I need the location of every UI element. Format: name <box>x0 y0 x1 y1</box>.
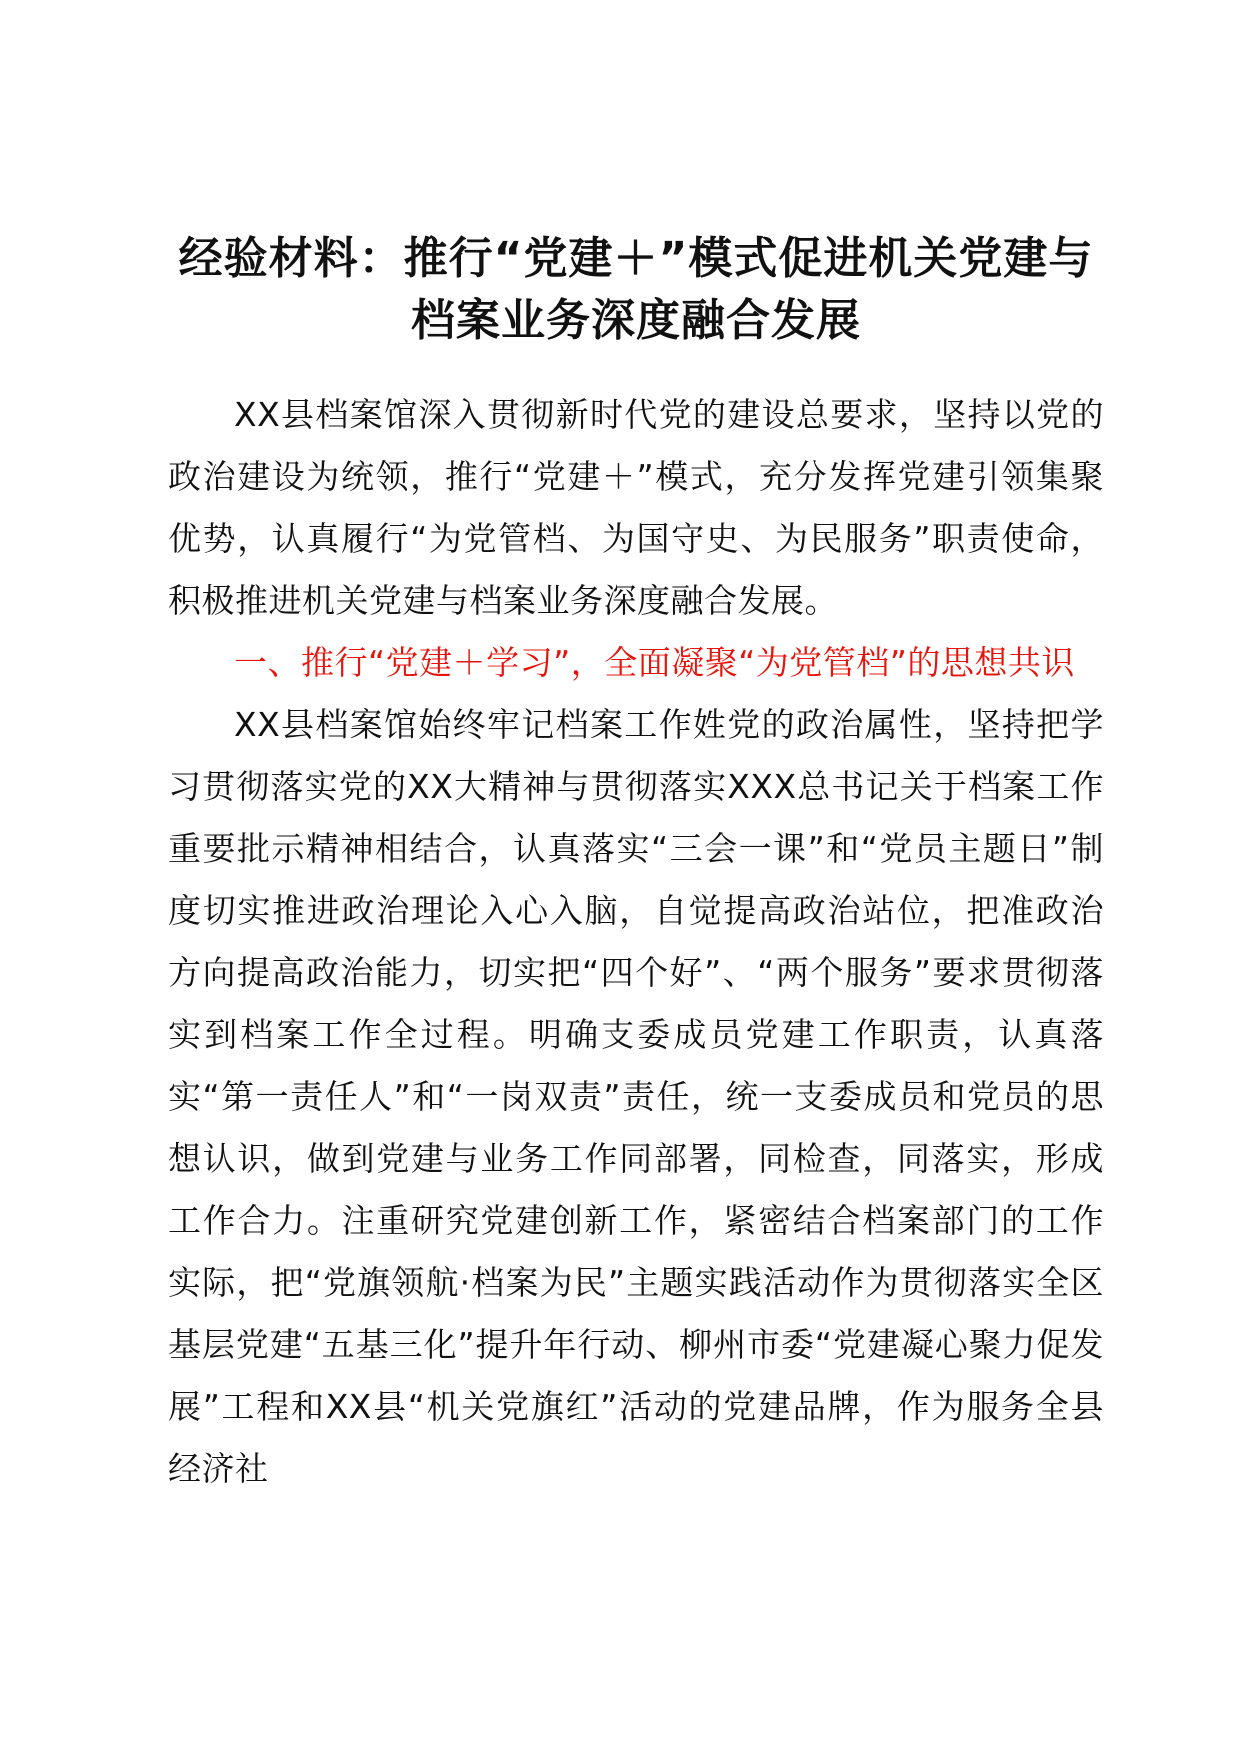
document-title <box>168 228 1104 352</box>
title-line-1: 经验材料：推行“党建＋”模式促进机关党建与 <box>178 233 1094 284</box>
title-line-2: 档案业务深度融合发展 <box>411 295 861 346</box>
intro-paragraph: XX县档案馆深入贯彻新时代党的建设总要求，坚持以党的政治建设为统领，推行“党建＋”模式，充分发挥党建引领集聚优势，认真履行“为党管档、为国守史、为民服务”职责使命，积极推进机关党建与档案业务深度融合发展。 <box>168 395 1104 620</box>
document-page <box>168 228 1104 1500</box>
section-1-heading: 一、推行“党建＋学习”，全面凝聚“为党管档”的思想共识 <box>234 643 1075 682</box>
section-1-paragraph: XX县档案馆始终牢记档案工作姓党的政治属性，坚持把学习贯彻落实党的XX大精神与贯彻落实XXX总书记关于档案工作重要批示精神相结合，认真落实“三会一课”和“党员主题日”制度切实推进政治理论入心入脑，自觉提高政治站位，把准政治方向提高政治能力，切实把“四个好”、“两个服务”要求贯彻落实到档案工作全过程。明确支委成员党建工作职责，认真落实“第一责任人”和“一岗双责”责任，统一支委成员和党员的思想认识，做到党建与业务工作同部署，同检查，同落实，形成工作合力。注重研究党建创新工作，紧密结合档案部门的工作实际，把“党旗领航·档案为民”主题实践活动作为贯彻落实全区基层党建“五基三化”提升年行动、柳州市委“党建凝心聚力促发展”工程和XX县“机关党旗红”活动的党建品牌，作为服务全县经济社 <box>168 705 1104 1488</box>
